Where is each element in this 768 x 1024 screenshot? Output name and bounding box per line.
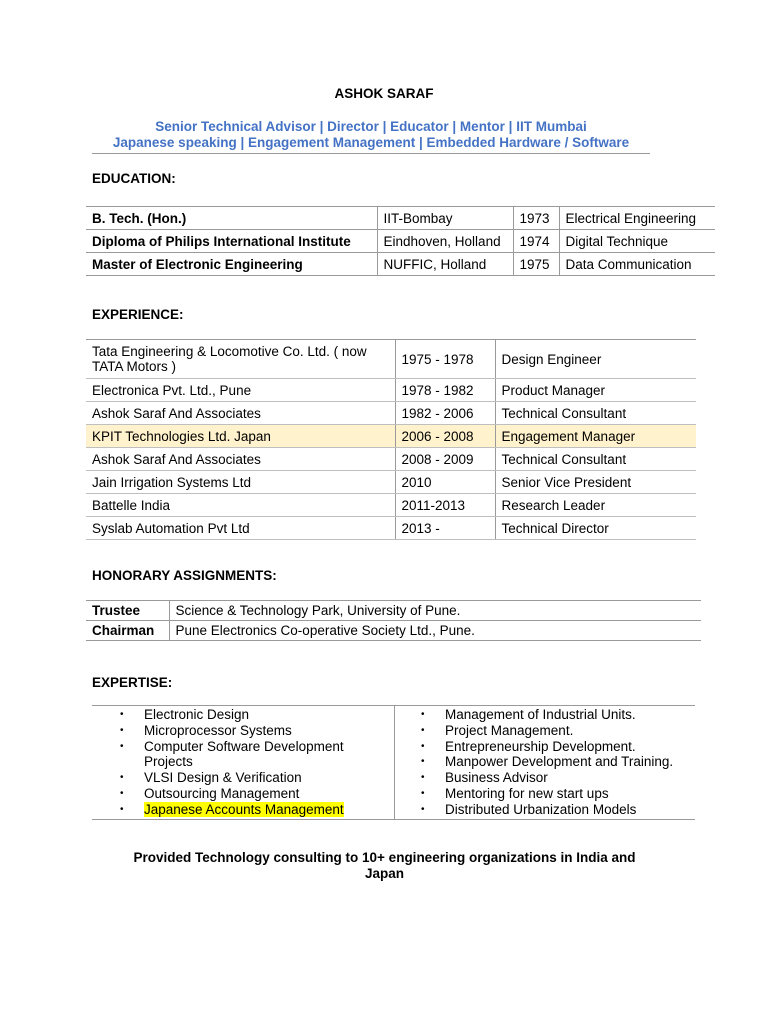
list-item: • Management of Industrial Units. (393, 707, 695, 723)
institute: NUFFIC, Holland (377, 253, 513, 276)
company: KPIT Technologies Ltd. Japan (86, 425, 395, 448)
year: 1974 (513, 230, 559, 253)
degree: Master of Electronic Engineering (86, 253, 377, 276)
honorary-title: Trustee (86, 601, 169, 621)
tagline-line-1: Senior Technical Advisor | Director | Educator | Mentor | IIT Mumbai (155, 119, 587, 134)
role: Technical Consultant (495, 448, 696, 471)
company: Ashok Saraf And Associates (86, 402, 395, 425)
company: Battelle India (86, 494, 395, 517)
list-item: • Entrepreneurship Development. (393, 739, 695, 755)
company: Ashok Saraf And Associates (86, 448, 395, 471)
experience-row (86, 471, 696, 494)
experience-table (86, 339, 696, 540)
period: 2010 (395, 471, 495, 494)
role: Technical Director (495, 517, 696, 540)
experience-row (86, 517, 696, 540)
honorary-org: Science & Technology Park, University of Pune. (169, 601, 701, 621)
institute: Eindhoven, Holland (377, 230, 513, 253)
list-item: • Outsourcing Management (92, 786, 392, 802)
expertise-right-list (393, 707, 695, 818)
degree: B. Tech. (Hon.) (86, 207, 377, 230)
experience-heading: EXPERIENCE: (92, 307, 184, 322)
period: 2013 - (395, 517, 495, 540)
role: Senior Vice President (495, 471, 696, 494)
summary-line-2: Japan (364, 866, 405, 881)
experience-row (86, 340, 696, 379)
list-item: • Computer Software Development Projects (92, 739, 392, 771)
list-item: • Project Management. (393, 723, 695, 739)
experience-row (86, 494, 696, 517)
list-item: • Distributed Urbanization Models (393, 802, 695, 818)
experience-row-highlighted (86, 425, 696, 448)
role: Design Engineer (495, 340, 696, 379)
field: Digital Technique (559, 230, 715, 253)
education-table (86, 206, 715, 276)
honorary-row (86, 601, 701, 621)
role: Engagement Manager (495, 425, 696, 448)
period: 2008 - 2009 (395, 448, 495, 471)
resume-name: ASHOK SARAF (334, 86, 434, 101)
year: 1975 (513, 253, 559, 276)
education-row (86, 230, 715, 253)
list-item: • VLSI Design & Verification (92, 770, 392, 786)
role: Research Leader (495, 494, 696, 517)
period: 1982 - 2006 (395, 402, 495, 425)
period: 2011-2013 (395, 494, 495, 517)
period: 1975 - 1978 (395, 340, 495, 379)
list-item: • Mentoring for new start ups (393, 786, 695, 802)
summary-line-1: Provided Technology consulting to 10+ engineering organizations in India and (133, 850, 636, 865)
company: Electronica Pvt. Ltd., Pune (86, 379, 395, 402)
field: Electrical Engineering (559, 207, 715, 230)
honorary-org: Pune Electronics Co-operative Society Ltd., Pune. (169, 621, 701, 641)
role: Product Manager (495, 379, 696, 402)
period: 1978 - 1982 (395, 379, 495, 402)
role: Technical Consultant (495, 402, 696, 425)
experience-row (86, 379, 696, 402)
year: 1973 (513, 207, 559, 230)
list-item: • Electronic Design (92, 707, 392, 723)
expertise-left-list (92, 707, 392, 818)
company: Syslab Automation Pvt Ltd (86, 517, 395, 540)
company: Jain Irrigation Systems Ltd (86, 471, 395, 494)
list-item: • Manpower Development and Training. (393, 754, 695, 770)
tagline-line-2: Japanese speaking | Engagement Management | Embedded Hardware / Software (112, 135, 630, 150)
field: Data Communication (559, 253, 715, 276)
institute: IIT-Bombay (377, 207, 513, 230)
period: 2006 - 2008 (395, 425, 495, 448)
expertise-box (92, 705, 695, 820)
company: Tata Engineering & Locomotive Co. Ltd. ( now TATA Motors ) (86, 340, 395, 379)
experience-row (86, 448, 696, 471)
education-heading: EDUCATION: (92, 171, 176, 186)
experience-row (86, 402, 696, 425)
summary-statement (92, 850, 677, 882)
degree: Diploma of Philips International Institute (86, 230, 377, 253)
list-item-highlighted (92, 802, 392, 818)
education-row (86, 207, 715, 230)
honorary-table (86, 600, 701, 641)
tagline (92, 119, 650, 154)
honorary-heading: HONORARY ASSIGNMENTS: (92, 568, 277, 583)
honorary-row (86, 621, 701, 641)
expertise-heading: EXPERTISE: (92, 675, 173, 690)
highlighted-text: Japanese Accounts Management (144, 801, 344, 817)
education-row (86, 253, 715, 276)
list-item: • Business Advisor (393, 770, 695, 786)
honorary-title: Chairman (86, 621, 169, 641)
list-item: • Microprocessor Systems (92, 723, 392, 739)
